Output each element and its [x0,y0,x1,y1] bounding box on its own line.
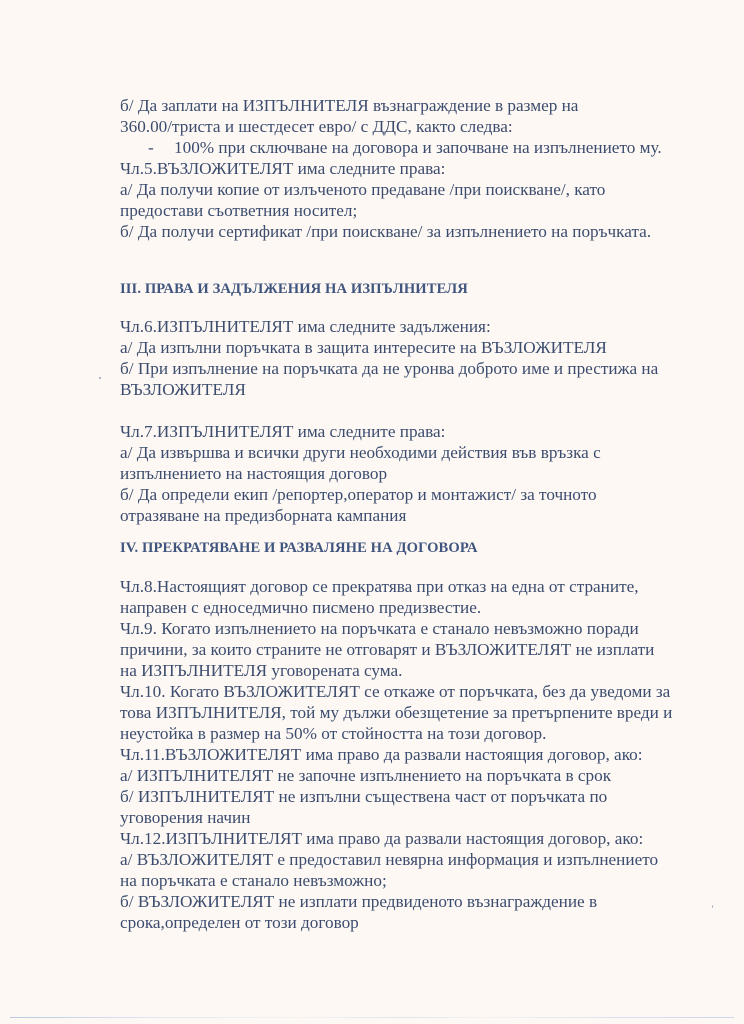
article-title: Чл.7.ИЗПЪЛНИТЕЛЯТ има следните права: [120,422,446,441]
text-line: на ИЗПЪЛНИТЕЛЯ уговорената сума. [120,661,403,680]
text-line: това ИЗПЪЛНИТЕЛЯ, той му дължи обезщетение за претърпените вреди и [120,703,673,722]
spacer [120,400,680,421]
spacer [120,263,680,279]
text-line: б/ При изпълнение на поръчката да не уронва доброто име и престижа на [120,359,659,378]
art4-clause-b [120,95,680,158]
scan-speck [712,905,713,908]
text-line: Чл.10. Когато ВЪЗЛОЖИТЕЛЯТ се откаже от поръчката, без да уведоми за [120,682,671,701]
spacer [120,526,680,538]
article-6 [120,316,680,400]
scan-edge-line [10,1017,734,1018]
text-line: б/ ВЪЗЛОЖИТЕЛЯТ не изплати предвиденото възнаграждение в [120,892,598,911]
contract-body [120,95,680,933]
text-line: б/ ИЗПЪЛНИТЕЛЯТ не изпълни съществена част от поръчката по [120,787,608,806]
text-line: отразяване на предизборната кампания [120,506,407,525]
scan-speck [99,377,101,379]
text-line: срока,определен от този договор [120,913,359,932]
text-line: а/ Да изпълни поръчката в защита интересите на ВЪЗЛОЖИТЕЛЯ [120,338,607,357]
text-line: б/ Да определи екип /репортер,оператор и монтажист/ за точното [120,485,597,504]
text-line: а/ ВЪЗЛОЖИТЕЛЯТ е предоставил невярна информация и изпълнението [120,850,659,869]
text-line: Чл.8.Настоящият договор се прекратява при отказ на една от страните, [120,577,639,596]
text-line: направен с едноседмично писмено предизвестие. [120,598,482,617]
spacer [120,559,680,576]
text-line: Чл.11.ВЪЗЛОЖИТЕЛЯТ има право да развали настоящия договор, ако: [120,745,643,764]
spacer [120,300,680,316]
text-line: на поръчката е станало невъзможно; [120,871,387,890]
payment-bullet [120,137,680,158]
text-line: неустойка в размер на 50% от стойността на този договор. [120,724,547,743]
article-title: Чл.6.ИЗПЪЛНИТЕЛЯТ има следните задължения: [120,317,491,336]
section-heading-iv: IV. ПРЕКРАТЯВАНЕ И РАЗВАЛЯНЕ НА ДОГОВОРА [120,540,478,556]
article-5 [120,158,680,242]
text-line: Чл.9. Когато изпълнението на поръчката е станало невъзможно поради [120,619,639,638]
text-line: а/ ИЗПЪЛНИТЕЛЯТ не започне изпълнението на поръчката в срок [120,766,612,785]
section-heading-iii: III. ПРАВА И ЗАДЪЛЖЕНИЯ НА ИЗПЪЛНИТЕЛЯ [120,281,468,297]
text-line: б/ Да получи сертификат /при поискване/ за изпълнението на поръчката. [120,222,652,241]
text-line: 360.00/триста и шестдесет евро/ с ДДС, както следва: [120,117,513,136]
articles-8-12 [120,576,680,933]
text-line: Чл.12.ИЗПЪЛНИТЕЛЯТ има право да развали настоящия договор, ако: [120,829,644,848]
bullet-text: 100% при сключване на договора и започване на изпълнението му. [174,138,662,157]
spacer [120,242,680,263]
text-line: б/ Да заплати на ИЗПЪЛНИТЕЛЯ възнаграждение в размер на [120,96,579,115]
text-line: а/ Да извършва и всички други необходими действия във връзка с [120,443,601,462]
article-7 [120,421,680,526]
bullet-dash: - [148,138,154,157]
text-line: причини, за които страните не отговарят и ВЪЗЛОЖИТЕЛЯТ не изплати [120,640,655,659]
text-line: уговорения начин [120,808,251,827]
article-title: Чл.5.ВЪЗЛОЖИТЕЛЯТ има следните права: [120,159,446,178]
text-line: а/ Да получи копие от излъченото предаване /при поискване/, като [120,180,606,199]
text-line: предостави съответния носител; [120,201,358,220]
text-line: ВЪЗЛОЖИТЕЛЯ [120,380,246,399]
text-line: изпълнението на настоящия договор [120,464,388,483]
